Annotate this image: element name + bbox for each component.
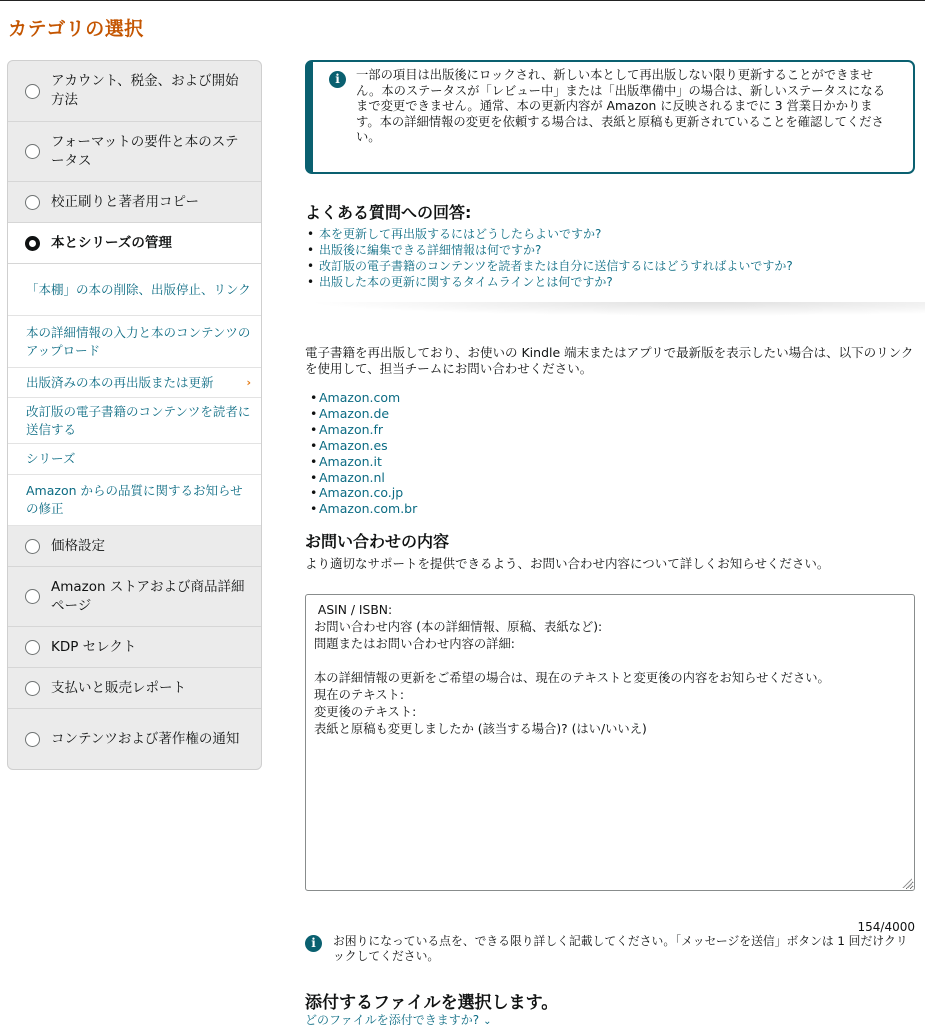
subitem-label: Amazon からの品質に関するお知らせの修正 bbox=[26, 483, 243, 516]
page-title: カテゴリの選択 bbox=[8, 18, 144, 40]
subitem-label: 改訂版の電子書籍のコンテンツを読者に送信する bbox=[26, 403, 251, 437]
store-item bbox=[305, 422, 417, 438]
radio-icon[interactable] bbox=[25, 144, 40, 159]
category-label: 支払いと販売レポート bbox=[51, 679, 186, 696]
faq-link[interactable]: 改訂版の電子書籍のコンテンツを読者または自分に送信するにはどうすればよいですか? bbox=[319, 259, 793, 273]
category-label: 価格設定 bbox=[51, 537, 105, 554]
radio-icon[interactable] bbox=[25, 640, 40, 655]
alert-text: 一部の項目は出版後にロックされ、新しい本として再出版しない限り更新することができません。本のステータスが「レビュー中」または「出版準備中」の場合は、新しいステータスになるまで変更できません。通常、本の更新内容が Amazon に反映されるまでに 3 営業日かかります。本の詳細情報の変更を依頼する場合は、表紙と原稿も更新されていることを確認してください。 bbox=[356, 68, 886, 144]
chevron-right-icon: › bbox=[246, 375, 251, 389]
category-account-tax[interactable] bbox=[8, 61, 261, 122]
category-proofs[interactable] bbox=[8, 182, 261, 223]
category-sidebar bbox=[7, 60, 262, 770]
store-link[interactable]: Amazon.nl bbox=[319, 469, 385, 485]
store-list bbox=[305, 390, 417, 517]
faq-heading: よくある質問への回答: bbox=[305, 203, 472, 222]
faq-link[interactable]: 出版後に編集できる詳細情報は何ですか? bbox=[319, 243, 542, 257]
category-label: KDP セレクト bbox=[51, 638, 137, 655]
store-link[interactable]: Amazon.com.br bbox=[319, 501, 418, 517]
subitem-series[interactable] bbox=[8, 444, 261, 475]
attachable-files-link[interactable] bbox=[305, 1011, 492, 1028]
chevron-down-icon: ⌄ bbox=[483, 1016, 492, 1027]
category-manage-books-selected[interactable] bbox=[8, 223, 261, 264]
faq-item bbox=[305, 226, 793, 242]
faq-item bbox=[305, 274, 793, 290]
store-link[interactable]: Amazon.com bbox=[319, 390, 401, 405]
radio-icon[interactable] bbox=[25, 589, 40, 604]
section-divider bbox=[305, 302, 925, 316]
store-item bbox=[305, 406, 417, 422]
faq-link[interactable]: 本を更新して再出版するにはどうしたらよいですか? bbox=[319, 227, 602, 241]
subitem-details-upload[interactable] bbox=[8, 316, 261, 368]
category-label: Amazon ストアおよび商品詳細ページ bbox=[51, 578, 245, 614]
category-copyright[interactable] bbox=[8, 709, 261, 769]
hint-text: お困りになっている点を、できる限り詳しく記載してください。「メッセージを送信」ボタンは 1 回だけクリックしてください。 bbox=[333, 934, 908, 963]
faq-link[interactable]: 出版した本の更新に関するタイムラインとは何ですか? bbox=[319, 275, 613, 289]
subitem-label: シリーズ bbox=[26, 451, 76, 466]
link-text: どのファイルを添付できますか? bbox=[305, 1013, 480, 1027]
subitem-remove-unpublish[interactable] bbox=[8, 264, 261, 316]
store-link[interactable]: Amazon.es bbox=[319, 437, 388, 453]
category-payments[interactable] bbox=[8, 668, 261, 709]
radio-selected-icon[interactable] bbox=[25, 236, 40, 251]
radio-icon[interactable] bbox=[25, 195, 40, 210]
store-item bbox=[305, 485, 417, 501]
subitem-republish-update[interactable] bbox=[8, 368, 261, 398]
radio-icon[interactable] bbox=[25, 681, 40, 696]
subitem-label: 出版済みの本の再出版または更新 bbox=[26, 374, 214, 390]
info-icon: i bbox=[329, 71, 346, 88]
store-item bbox=[305, 454, 417, 470]
subitem-send-revised[interactable] bbox=[8, 398, 261, 444]
subitem-label: 「本棚」の本の削除、出版停止、リンク bbox=[26, 281, 251, 297]
store-item bbox=[305, 438, 417, 454]
character-counter: 154/4000 bbox=[857, 920, 915, 934]
faq-list bbox=[305, 226, 793, 290]
info-alert-box bbox=[305, 60, 915, 174]
kindle-note: 電子書籍を再出版しており、お使いの Kindle 端末またはアプリで最新版を表示したい場合は、以下のリンクを使用して、担当チームにお問い合わせください。 bbox=[305, 345, 914, 376]
radio-icon[interactable] bbox=[25, 84, 40, 99]
inquiry-hint bbox=[305, 934, 917, 964]
inquiry-subtext: より適切なサポートを提供できるよう、お問い合わせ内容について詳しくお知らせください。 bbox=[305, 556, 830, 571]
subitem-label: 本の詳細情報の入力と本のコンテンツのアップロード bbox=[26, 324, 251, 358]
radio-icon[interactable] bbox=[25, 539, 40, 554]
store-link[interactable]: Amazon.co.jp bbox=[319, 485, 404, 501]
category-label: 本とシリーズの管理 bbox=[51, 234, 172, 251]
inquiry-textarea[interactable] bbox=[305, 594, 915, 891]
store-item bbox=[305, 390, 417, 406]
category-format-status[interactable] bbox=[8, 122, 261, 182]
category-label: フォーマットの要件と本のステータス bbox=[51, 133, 239, 169]
category-pricing[interactable] bbox=[8, 526, 261, 567]
faq-item bbox=[305, 242, 793, 258]
inquiry-heading: お問い合わせの内容 bbox=[305, 532, 450, 551]
category-label: 校正刷りと著者用コピー bbox=[51, 193, 199, 210]
top-divider bbox=[0, 0, 925, 1]
category-amazon-store[interactable] bbox=[8, 567, 261, 627]
store-item bbox=[305, 470, 417, 486]
attachments-heading: 添付するファイルを選択します。 bbox=[305, 993, 559, 1013]
faq-item bbox=[305, 258, 793, 274]
radio-icon[interactable] bbox=[25, 732, 40, 747]
store-item bbox=[305, 501, 417, 517]
info-icon: i bbox=[305, 935, 322, 952]
resize-handle-icon[interactable] bbox=[902, 878, 912, 888]
store-link[interactable]: Amazon.fr bbox=[319, 421, 384, 437]
subitem-quality-notices[interactable] bbox=[8, 475, 261, 526]
store-link[interactable]: Amazon.de bbox=[319, 405, 390, 421]
store-link[interactable]: Amazon.it bbox=[319, 453, 382, 469]
category-label: アカウント、税金、および開始方法 bbox=[51, 73, 239, 108]
category-label: コンテンツおよび著作権の通知 bbox=[51, 730, 240, 747]
category-kdp-select[interactable] bbox=[8, 627, 261, 668]
